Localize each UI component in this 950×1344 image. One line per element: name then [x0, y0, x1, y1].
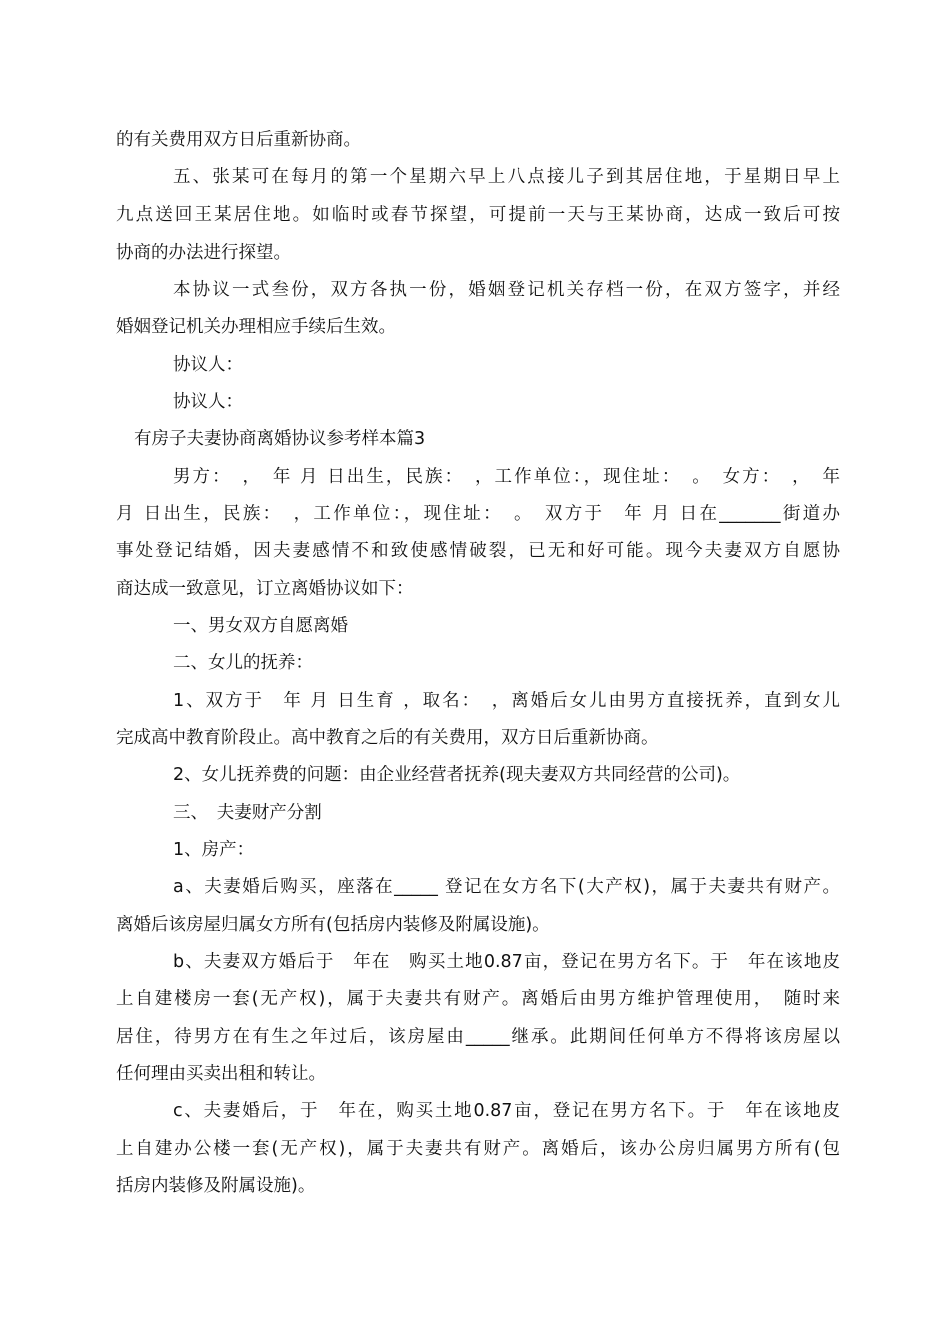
paragraph-line: 九点送回王某居住地。如临时或春节探望，可提前一天与王某协商，达成一致后可按 [116, 205, 840, 225]
paragraph-line: 括房内装修及附属设施)。 [116, 1176, 316, 1196]
paragraph-line: 完成高中教育阶段止。高中教育之后的有关费用，双方日后重新协商。 [116, 728, 659, 748]
clause-heading: 一、男女双方自愿离婚 [173, 616, 348, 636]
paragraph-line: 男方： ， 年 月 日出生，民族： ，工作单位：，现住址： 。 女方： ， 年 [173, 467, 840, 487]
section-heading: 有房子夫妻协商离婚协议参考样本篇3 [134, 429, 426, 449]
paragraph-line: 上自建办公楼一套(无产权)，属于夫妻共有财产。离婚后，该办公房归属男方所有(包 [116, 1139, 840, 1159]
clause-heading: 1、房产： [173, 840, 255, 860]
signatory-label: 协议人： [173, 392, 243, 412]
paragraph-line: 的有关费用双方日后重新协商。 [116, 130, 361, 150]
paragraph-line: 本协议一式叁份，双方各执一份，婚姻登记机关存档一份，在双方签字，并经 [173, 280, 840, 300]
signatory-label: 协议人： [173, 355, 243, 375]
clause-heading: 二、女儿的抚养： [173, 653, 313, 673]
paragraph-line: 协商的办法进行探望。 [116, 243, 291, 263]
paragraph-line: b、夫妻双方婚后于 年在 购买土地0.87亩，登记在男方名下。于 年在该地皮 [173, 952, 840, 972]
paragraph-line: a、夫妻婚后购买，座落在_____ 登记在女方名下(大产权)，属于夫妻共有财产。 [173, 877, 840, 897]
paragraph-line: 居住，待男方在有生之年过后，该房屋由_____继承。此期间任何单方不得将该房屋以 [116, 1027, 840, 1047]
paragraph-line: 任何理由买卖出租和转让。 [116, 1064, 326, 1084]
paragraph-line: 商达成一致意见，订立离婚协议如下： [116, 579, 414, 599]
paragraph-line: 月 日出生，民族： ，工作单位：，现住址： 。 双方于 年 月 日在_______街道办 [116, 504, 840, 524]
paragraph-line: 事处登记结婚，因夫妻感情不和致使感情破裂，已无和好可能。现今夫妻双方自愿协 [116, 541, 840, 561]
paragraph-line: 离婚后该房屋归属女方所有(包括房内装修及附属设施)。 [116, 915, 550, 935]
paragraph-line: 1、双方于 年 月 日生育 ，取名： ，离婚后女儿由男方直接抚养，直到女儿 [173, 691, 840, 711]
paragraph-line: 婚姻登记机关办理相应手续后生效。 [116, 317, 396, 337]
paragraph-line: 上自建楼房一套(无产权)，属于夫妻共有财产。离婚后由男方维护管理使用， 随时来 [116, 989, 840, 1009]
clause-heading: 三、 夫妻财产分割 [173, 803, 322, 823]
paragraph-line: c、夫妻婚后，于 年在，购买土地0.87亩，登记在男方名下。于 年在该地皮 [173, 1101, 840, 1121]
paragraph-line: 五、张某可在每月的第一个星期六早上八点接儿子到其居住地，于星期日早上 [173, 167, 840, 187]
paragraph-line: 2、女儿抚养费的问题：由企业经营者抚养(现夫妻双方共同经营的公司)。 [173, 765, 741, 785]
